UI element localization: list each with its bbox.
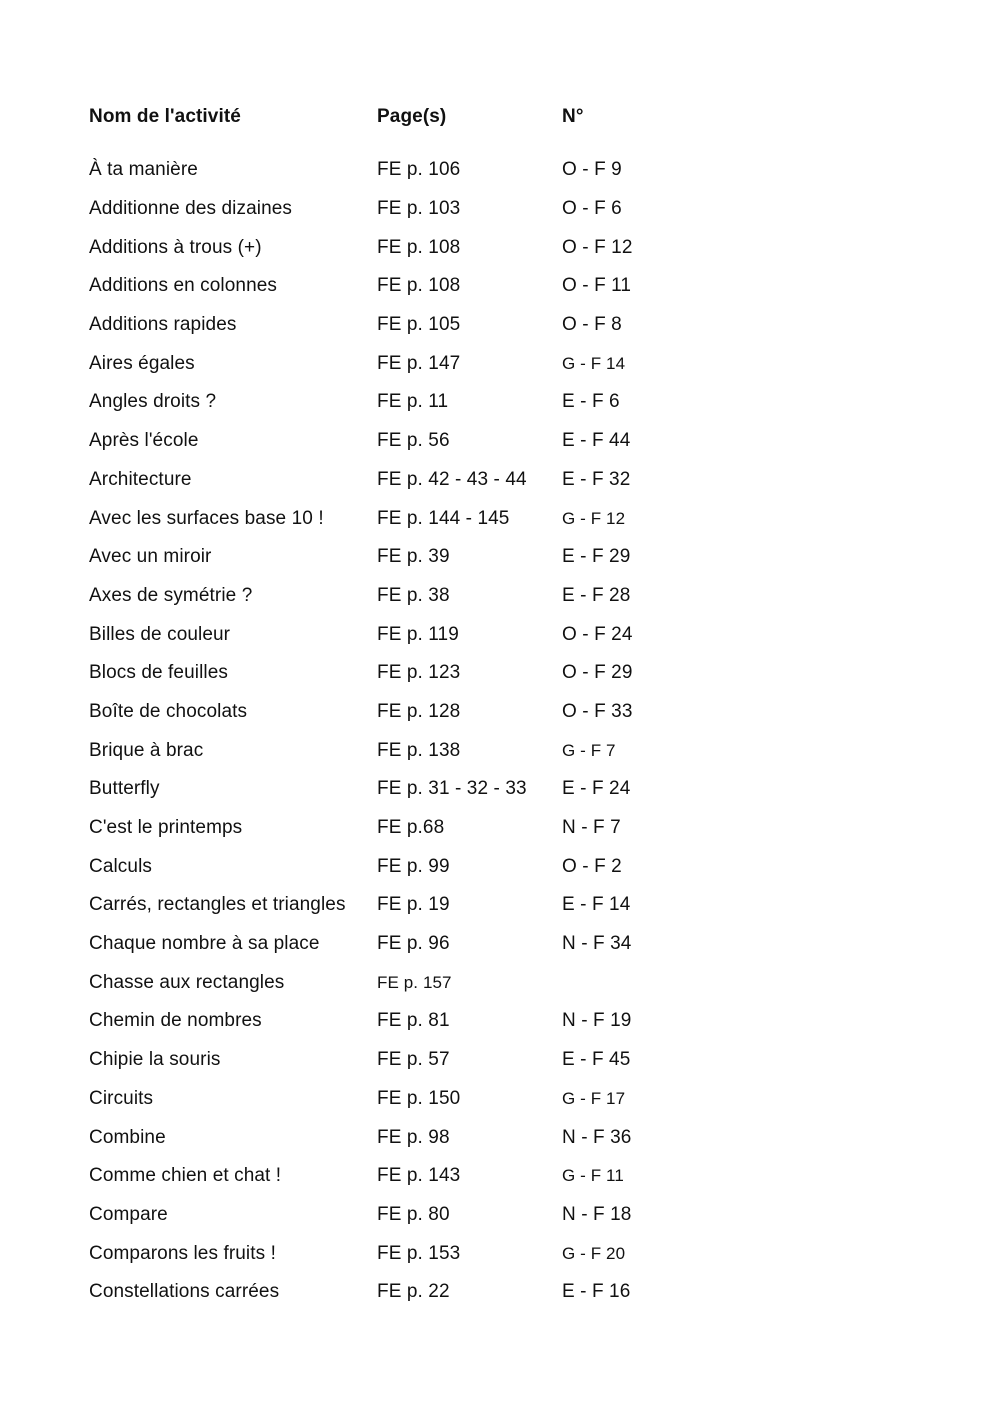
table-row [89, 461, 729, 500]
activity-number: G - F 14 [562, 353, 626, 373]
activity-number: G - F 7 [562, 740, 616, 760]
activity-pages: FE p. 57 [377, 1049, 450, 1071]
activity-pages: FE p. 108 [377, 236, 461, 258]
activity-number: E - F 28 [562, 584, 631, 606]
activity-pages: FE p. 119 [377, 623, 459, 645]
activity-name: Additions en colonnes [89, 275, 278, 297]
activity-number: G - F 17 [562, 1088, 626, 1108]
header-pages: Page(s) [377, 106, 447, 127]
activity-pages: FE p.68 [377, 817, 445, 839]
activity-pages: FE p. 143 [377, 1165, 461, 1187]
activity-number: E - F 6 [562, 391, 620, 413]
table-row [89, 963, 729, 1002]
table-row [89, 615, 729, 654]
activity-pages: FE p. 81 [377, 1010, 450, 1032]
activity-name: Blocs de feuilles [89, 662, 228, 684]
activity-name: Chasse aux rectangles [89, 971, 285, 993]
activity-number: N - F 7 [562, 817, 621, 839]
activity-pages: FE p. 128 [377, 700, 461, 722]
table-row [89, 306, 729, 345]
activity-pages: FE p. 42 - 43 - 44 [377, 468, 527, 490]
table-row [89, 1157, 729, 1196]
activity-pages: FE p. 157 [377, 972, 452, 992]
table-row [89, 1080, 729, 1119]
activity-name: Boîte de chocolats [89, 700, 248, 722]
activity-name: Chipie la souris [89, 1049, 221, 1071]
activity-number: O - F 33 [562, 700, 633, 722]
table-row [89, 847, 729, 886]
table-row [89, 267, 729, 306]
activity-number: G - F 12 [562, 508, 626, 528]
activity-number: E - F 45 [562, 1049, 631, 1071]
activity-name: Carrés, rectangles et triangles [89, 894, 346, 916]
table-body [89, 151, 729, 1312]
activity-pages: FE p. 11 [377, 391, 449, 413]
table-row [89, 422, 729, 461]
activity-name: Aires égales [89, 352, 195, 374]
header-name: Nom de l'activité [89, 106, 241, 127]
activity-number: E - F 29 [562, 546, 631, 568]
activity-pages: FE p. 108 [377, 275, 461, 297]
table-row [89, 1196, 729, 1235]
activity-number: G - F 20 [562, 1243, 626, 1263]
activity-name: Billes de couleur [89, 623, 231, 645]
table-row [89, 1041, 729, 1080]
activity-number: N - F 34 [562, 933, 632, 955]
table-row [89, 190, 729, 229]
activity-pages: FE p. 138 [377, 739, 461, 761]
activity-name: Angles droits ? [89, 391, 217, 413]
activity-pages: FE p. 144 - 145 [377, 507, 510, 529]
activity-name: Circuits [89, 1087, 154, 1109]
activity-name: Butterfly [89, 778, 160, 800]
activity-number: O - F 12 [562, 236, 633, 258]
activity-name: Axes de symétrie ? [89, 584, 253, 606]
table-row [89, 1118, 729, 1157]
activity-table [89, 98, 729, 1312]
activity-name: À ta manière [89, 159, 198, 181]
activity-pages: FE p. 150 [377, 1087, 461, 1109]
activity-name: Brique à brac [89, 739, 204, 761]
table-row [89, 731, 729, 770]
activity-number: E - F 16 [562, 1281, 631, 1303]
table-row [89, 693, 729, 732]
activity-pages: FE p. 147 [377, 352, 461, 374]
activity-name: Additions à trous (+) [89, 236, 262, 258]
table-row [89, 151, 729, 190]
table-row [89, 344, 729, 383]
activity-pages: FE p. 96 [377, 933, 450, 955]
activity-pages: FE p. 80 [377, 1203, 450, 1225]
table-row [89, 809, 729, 848]
activity-number: E - F 32 [562, 468, 631, 490]
activity-pages: FE p. 106 [377, 159, 461, 181]
activity-pages: FE p. 123 [377, 662, 461, 684]
activity-name: Compare [89, 1203, 168, 1225]
activity-number: E - F 24 [562, 778, 631, 800]
activity-pages: FE p. 39 [377, 546, 450, 568]
activity-name: Constellations carrées [89, 1281, 280, 1303]
activity-number: E - F 14 [562, 894, 631, 916]
activity-name: Chaque nombre à sa place [89, 933, 320, 955]
activity-name: Combine [89, 1126, 166, 1148]
activity-pages: FE p. 19 [377, 894, 450, 916]
table-row [89, 538, 729, 577]
table-row [89, 770, 729, 809]
activity-number: N - F 18 [562, 1203, 632, 1225]
table-row [89, 1002, 729, 1041]
activity-number: O - F 9 [562, 159, 622, 181]
activity-pages: FE p. 99 [377, 855, 450, 877]
table-row [89, 228, 729, 267]
activity-number: G - F 11 [562, 1166, 624, 1186]
table-header [89, 98, 729, 136]
activity-pages: FE p. 103 [377, 198, 461, 220]
activity-name: Comme chien et chat ! [89, 1165, 282, 1187]
activity-name: Comparons les fruits ! [89, 1242, 276, 1264]
activity-name: Après l'école [89, 430, 199, 452]
activity-number: N - F 36 [562, 1126, 632, 1148]
activity-name: Architecture [89, 468, 192, 490]
activity-number: O - F 11 [562, 275, 632, 297]
table-row [89, 499, 729, 538]
activity-pages: FE p. 31 - 32 - 33 [377, 778, 527, 800]
activity-pages: FE p. 56 [377, 430, 450, 452]
activity-number: O - F 6 [562, 198, 622, 220]
table-row [89, 886, 729, 925]
activity-name: Additions rapides [89, 314, 237, 336]
activity-number: O - F 24 [562, 623, 633, 645]
activity-number: O - F 2 [562, 855, 622, 877]
activity-pages: FE p. 153 [377, 1242, 461, 1264]
activity-name: Avec les surfaces base 10 ! [89, 507, 324, 529]
activity-name: Additionne des dizaines [89, 198, 292, 220]
activity-name: Calculs [89, 855, 152, 877]
table-row [89, 1273, 729, 1312]
activity-number: O - F 29 [562, 662, 633, 684]
activity-number: E - F 44 [562, 430, 631, 452]
activity-name: Chemin de nombres [89, 1010, 262, 1032]
activity-name: Avec un miroir [89, 546, 212, 568]
activity-pages: FE p. 38 [377, 584, 450, 606]
activity-name: C'est le printemps [89, 817, 243, 839]
table-row [89, 925, 729, 964]
activity-number: N - F 19 [562, 1010, 632, 1032]
table-row [89, 1234, 729, 1273]
table-row [89, 577, 729, 616]
table-row [89, 383, 729, 422]
activity-pages: FE p. 98 [377, 1126, 450, 1148]
activity-pages: FE p. 22 [377, 1281, 450, 1303]
activity-pages: FE p. 105 [377, 314, 461, 336]
table-row [89, 654, 729, 693]
activity-number: O - F 8 [562, 314, 622, 336]
header-number: N° [562, 106, 584, 127]
